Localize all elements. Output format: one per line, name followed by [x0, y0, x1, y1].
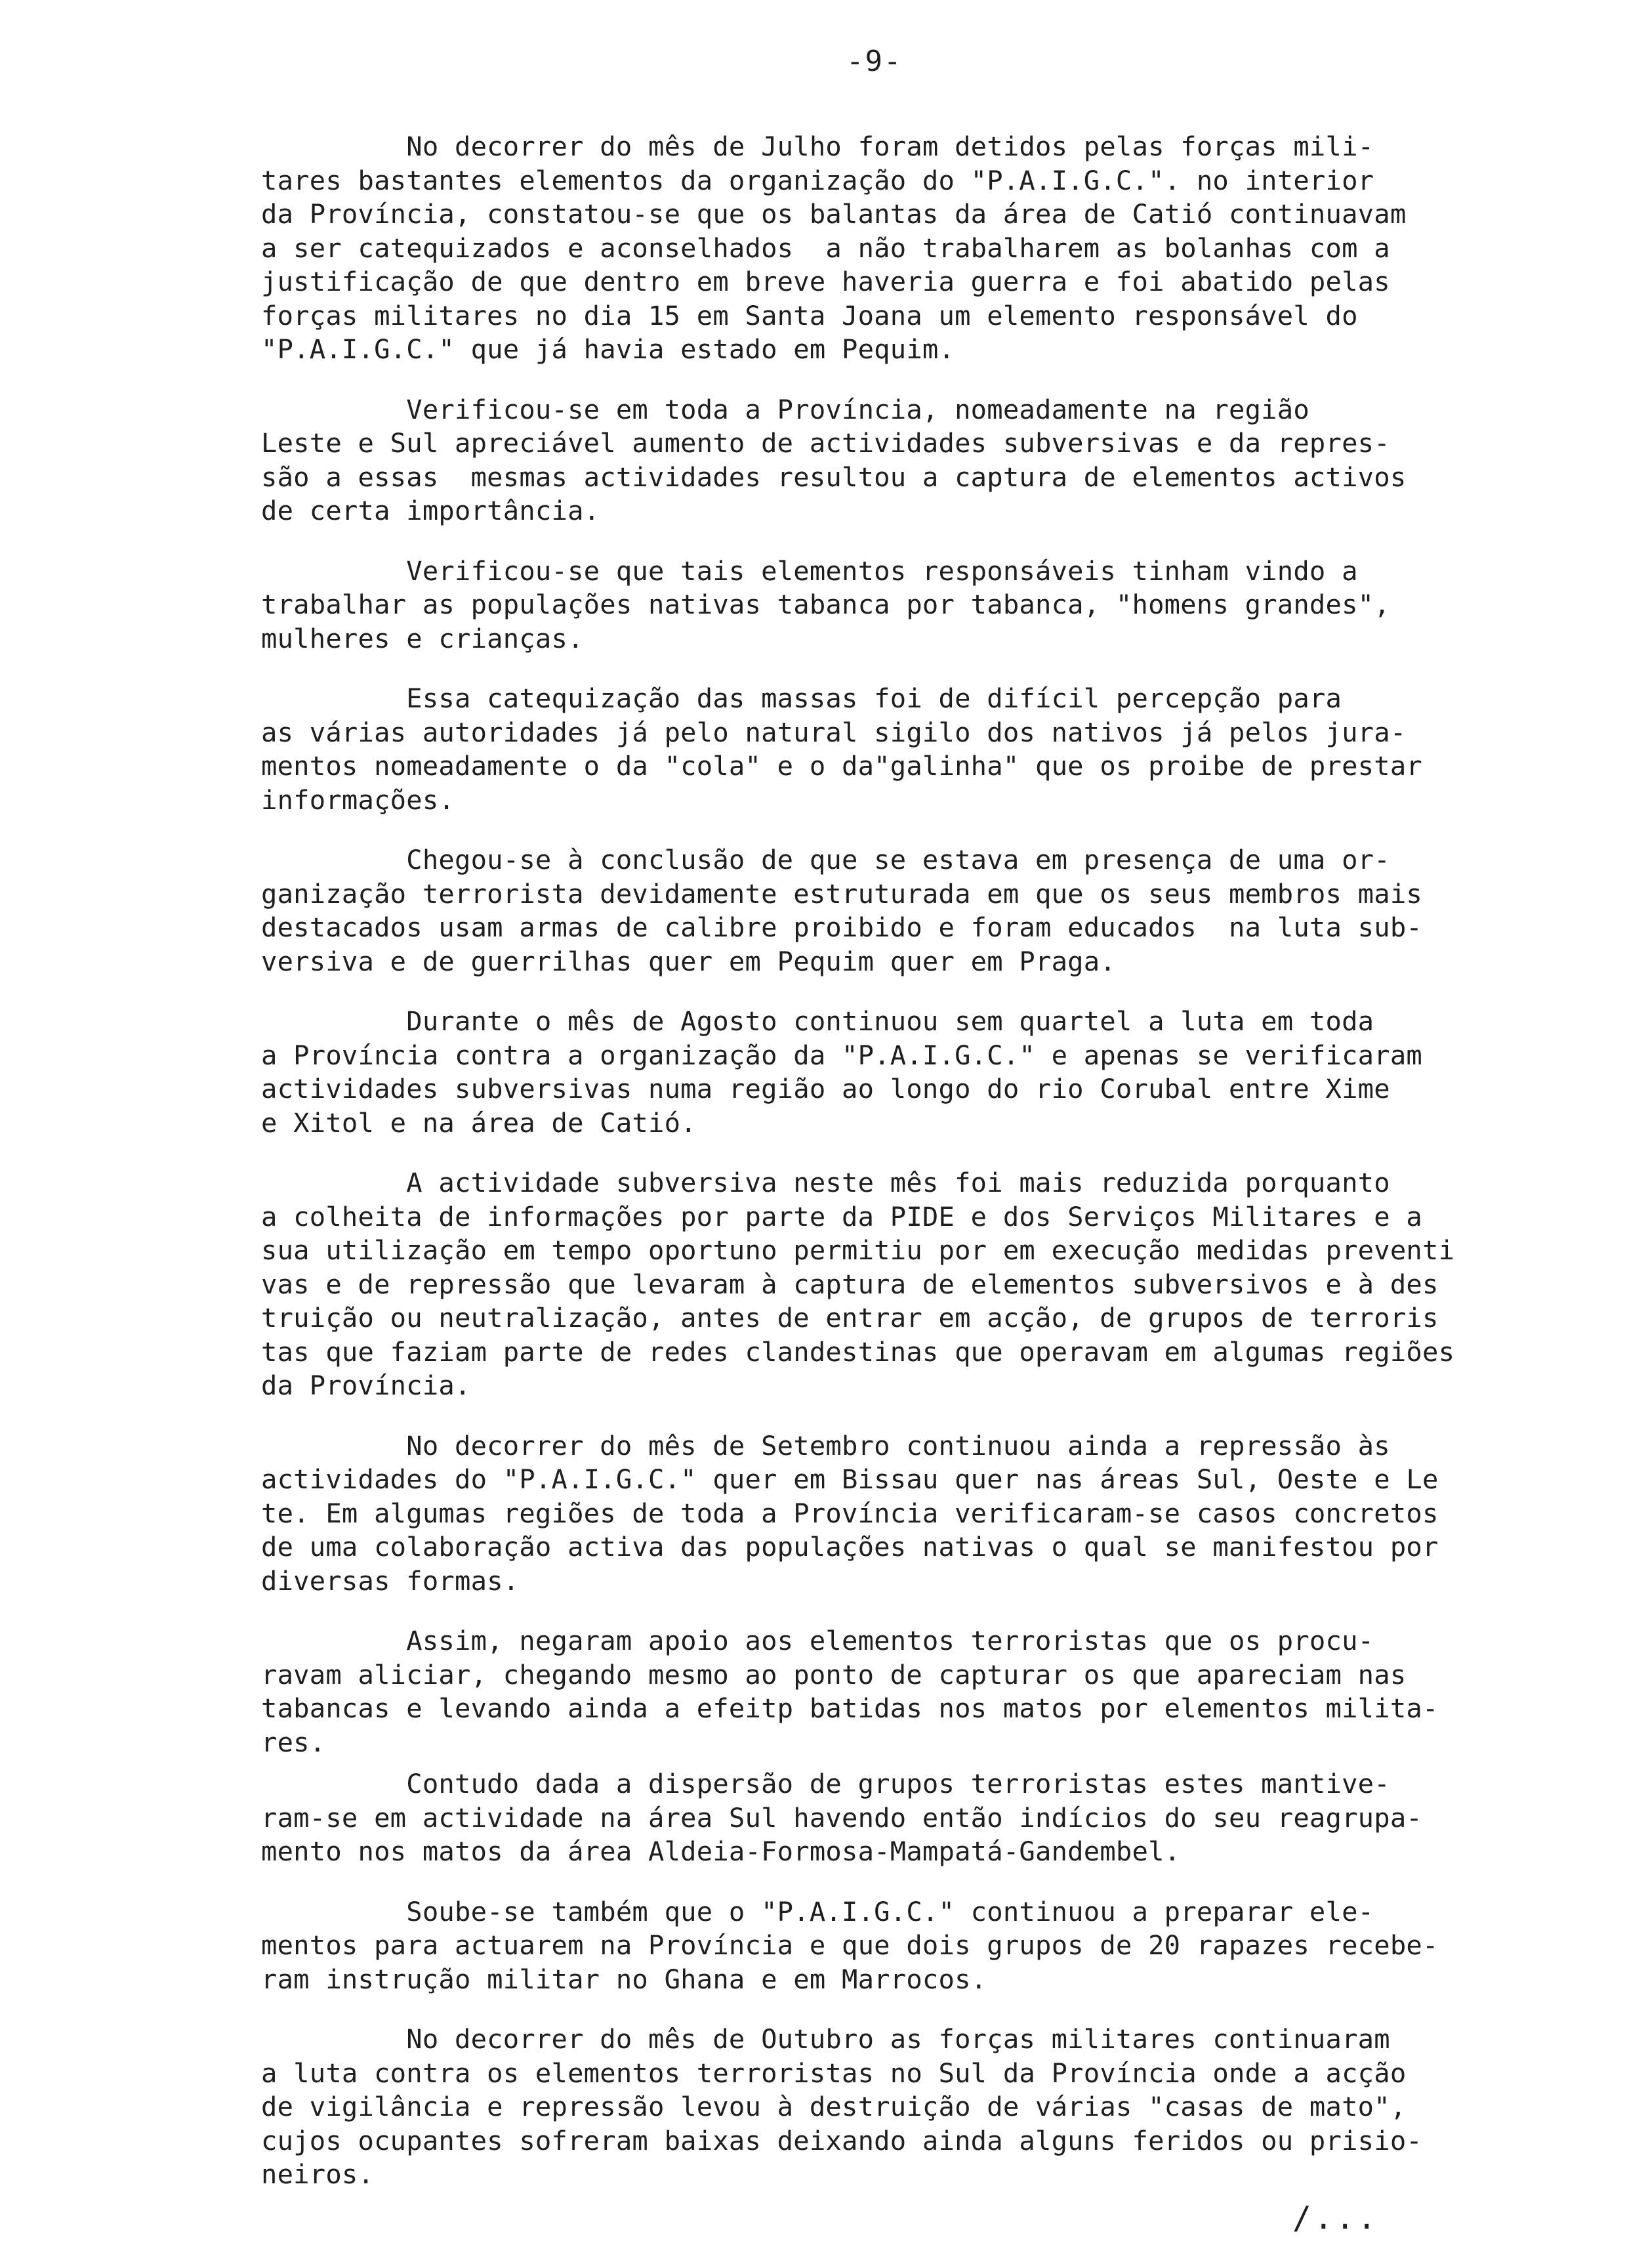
paragraph-setembro: No decorrer do mês de Setembro continuou ainda a repressão às actividades do "P.A.I.G.C." quer em Bissau quer nas áreas Sul, Oeste e Le te. Em algumas regiões de toda a Província verificaram-se casos concretos de uma colaboração activa das populações nativas o qual se manifestou por diversas formas. — [261, 1429, 1439, 1597]
continuation-mark: /... — [1292, 2200, 1379, 2236]
body-text — [261, 130, 1560, 2218]
paragraph-agosto: Durante o mês de Agosto continuou sem quartel a luta em toda a Província contra a organização da "P.A.I.G.C." e apenas se verificaram actividades subversivas numa região ao longo do rio Corubal entre Xime e Xitol e na área de Catió. — [261, 1005, 1422, 1139]
paragraph-outubro: No decorrer do mês de Outubro as forças militares continuaram a luta contra os elementos terroristas no Sul da Província onde a acção de vigilância e repressão levou à destruição de várias "casas de mato", cujos ocupantes sofreram baixas deixando ainda alguns feridos ou prisio- neiros. — [261, 2023, 1422, 2190]
paragraph-actividade-subversiva: A actividade subversiva neste mês foi mais reduzida porquanto a colheita de informações por parte da PIDE e dos Serviços Militares e a sua utilização em tempo oportuno permitiu por em execução medidas preventi vas e de repressão que levaram à captura de elementos subversivos e à des truição ou neutralização, antes de entrar em acção, de grupos de terroris tas que faziam parte de redes clandestinas que operavam em algumas regiões da Província. — [261, 1167, 1455, 1401]
paragraph-verificou-provincia: Verificou-se em toda a Província, nomeadamente na região Leste e Sul apreciável aumento de actividades subversivas e da repres- são a essas mesmas actividades resultou a captura de elementos activos de certa importância. — [261, 393, 1407, 526]
paragraph-soube-se: Soube-se também que o "P.A.I.G.C." continuou a preparar ele- mentos para actuarem na Província e que dois grupos de 20 rapazes recebe- ram instrução militar no Ghana e em Marrocos. — [261, 1895, 1439, 1995]
paragraph-conclusao: Chegou-se à conclusão de que se estava em presença de uma or- ganização terrorista devidamente estruturada em que os seus membros mais destacados usam armas de calibre proibido e foram educados na luta sub- versiva e de guerrilhas quer em Pequim quer em Praga. — [261, 844, 1422, 977]
paragraph-assim: Assim, negaram apoio aos elementos terroristas que os procu- ravam aliciar, chegando mesmo ao ponto de capturar os que apareciam nas tabancas e levando ainda a efeitp batidas nos matos por elementos milita- res. — [261, 1625, 1439, 1758]
paragraph-julho: No decorrer do mês de Julho foram detidos pelas forças mili- tares bastantes elementos da organização do "P.A.I.G.C.". no interior da Província, constatou-se que os balantas da área de Catió continuavam a ser catequizados e aconselhados a não trabalharem as bolanhas com a justificação de que dentro em breve haveria guerra e foi abatido pelas forças militares no dia 15 em Santa Joana um elemento responsável do "P.A.I.G.C." que já havia estado em Pequim. — [261, 131, 1407, 365]
paragraph-verificou-elementos: Verificou-se que tais elementos responsáveis tinham vindo a trabalhar as populações nativas tabanca por tabanca, "homens grandes", mulheres e crianças. — [261, 555, 1390, 654]
paragraph-catequizacao: Essa catequização das massas foi de difícil percepção para as várias autoridades já pelo natural sigilo dos nativos já pelos jura- mentos nomeadamente o da "cola" e o da"galinha" que os proibe de prestar informações. — [261, 682, 1422, 816]
page-number: -9- — [846, 45, 903, 78]
paragraph-contudo: Contudo dada a dispersão de grupos terroristas estes mantive- ram-se em actividade na área Sul havendo então indícios do seu reagrupa- mento nos matos da área Aldeia-Formosa-Mampatá-Gandembel. — [261, 1768, 1422, 1867]
